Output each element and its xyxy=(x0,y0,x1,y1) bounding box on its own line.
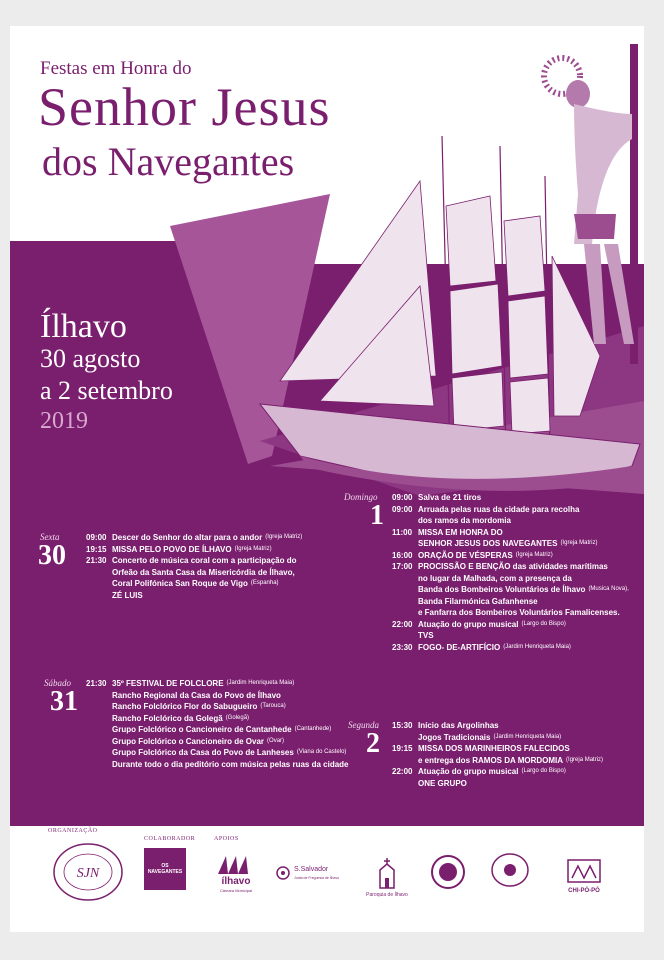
schedule-row xyxy=(86,747,349,759)
event-time xyxy=(392,778,418,790)
event-time: 21:30 xyxy=(86,679,107,688)
navegantes-logo-text: OS NAVEGANTES xyxy=(147,863,183,875)
schedule-row xyxy=(86,736,349,748)
day-num-domingo: 1 xyxy=(370,500,384,531)
event-time xyxy=(86,736,112,748)
event-description: ORAÇÃO DE VÉSPERAS xyxy=(418,550,513,560)
salvador-logo-text: S.Salvador xyxy=(294,866,329,873)
day-name-sexta: Sexta xyxy=(40,532,60,542)
label-colaborador: COLABORADOR xyxy=(144,836,196,842)
event-description: 35º FESTIVAL DE FOLCLORE xyxy=(112,679,224,688)
event-time: 11:00 xyxy=(392,527,413,537)
schedule-row xyxy=(86,567,302,579)
event-description: Arruada pelas ruas da cidade para recolha xyxy=(418,504,580,514)
event-description: PROCISSÃO E BENÇÃO das atividades marítimas xyxy=(418,562,608,571)
event-time: 09:00 xyxy=(392,504,413,514)
day-num-segunda: 2 xyxy=(366,728,380,759)
paroquia-logo-text: Paroquia de Ílhavo xyxy=(366,892,408,898)
event-description: Rancho Folclórico da Golegã xyxy=(112,713,223,723)
event-description: e entrega dos RAMOS DA MORDOMIA xyxy=(418,755,564,765)
sponsors-footer xyxy=(10,826,644,932)
misericordia-emblem-icon xyxy=(488,852,532,892)
event-time xyxy=(392,596,418,608)
event-time: 19:15 xyxy=(86,544,107,554)
church-icon xyxy=(374,856,400,890)
event-location-note: (Igreja Matriz) xyxy=(566,756,604,763)
ilhavo-logo-sub: Câmara Municipal xyxy=(219,888,253,893)
schedule-sabado xyxy=(86,678,349,770)
pre-title: Festas em Honra do xyxy=(40,58,192,79)
event-location-note: (Tarouca) xyxy=(260,703,286,709)
event-time xyxy=(86,567,112,579)
event-location-note: (Igreja Matriz) xyxy=(515,551,553,558)
event-location-note: (Igreja Matriz) xyxy=(265,534,303,540)
event-time xyxy=(86,578,112,590)
event-description: FOGO- DE-ARTIFÍCIO xyxy=(418,642,501,652)
event-description: MISSA DOS MARINHEIROS FALECIDOS xyxy=(418,744,570,753)
schedule-row xyxy=(392,596,629,608)
event-description: Jogos Tradicionais xyxy=(418,732,491,742)
schedule-sexta xyxy=(86,532,302,601)
event-time xyxy=(392,732,418,744)
schedule-row xyxy=(86,555,302,567)
poster xyxy=(10,26,644,932)
event-time xyxy=(392,573,418,585)
schedule-row xyxy=(86,578,302,590)
organization-seal-logo xyxy=(50,840,126,904)
schedule-row xyxy=(392,732,603,744)
event-location-note: (Espanha) xyxy=(250,580,279,586)
schedule-row xyxy=(392,607,629,619)
schedule-row xyxy=(392,720,603,732)
event-location-note: (Igreja Matriz) xyxy=(560,540,598,546)
event-time xyxy=(86,713,112,725)
event-time xyxy=(392,538,418,550)
schedule-row xyxy=(86,590,302,602)
event-location-note: (Viana do Castelo) xyxy=(296,749,347,755)
ilhavo-logo-text: ílhavo xyxy=(221,876,251,887)
schedule-row xyxy=(392,766,603,778)
city-name: Ílhavo xyxy=(40,308,127,345)
event-description: Grupo Folclórico da Casa do Povo de Lanheses xyxy=(112,748,294,757)
schedule-row xyxy=(392,504,629,516)
event-time: 17:00 xyxy=(392,562,413,571)
schedule-row xyxy=(392,778,603,790)
event-time xyxy=(392,607,418,619)
event-location-note: (Golegã) xyxy=(225,714,250,721)
dates-line2: a 2 setembro xyxy=(40,376,173,405)
year: 2019 xyxy=(40,408,88,434)
schedule-row xyxy=(86,532,302,544)
event-time xyxy=(86,701,112,713)
event-time: 23:30 xyxy=(392,642,413,652)
event-description: MISSA PELO POVO DE ÍLHAVO xyxy=(112,544,232,554)
schedule-row xyxy=(392,584,629,596)
main-title-line1: Senhor Jesus xyxy=(38,77,331,137)
event-time: 15:30 xyxy=(392,721,413,730)
event-location-note: (Largo do Bispo) xyxy=(521,768,566,774)
event-description: Grupo Folclórico o Cancioneiro de Ovar xyxy=(112,736,265,746)
schedule-row xyxy=(392,550,629,562)
event-time: 22:00 xyxy=(392,619,413,629)
schedule-row xyxy=(392,515,629,527)
event-description: Banda Filarmónica Gafanhense xyxy=(418,596,538,606)
event-description: ONE GRUPO xyxy=(418,778,467,788)
event-description: Início das Argolinhas xyxy=(418,721,499,730)
schedule-row xyxy=(392,642,629,654)
event-description: SENHOR JESUS DOS NAVEGANTES xyxy=(418,539,558,548)
event-description: Atuação do grupo musical xyxy=(418,767,519,776)
event-location-note: (Jardim Henriqueta Maia) xyxy=(493,733,562,740)
schedule-segunda xyxy=(392,720,603,789)
schedule-row xyxy=(392,573,629,585)
event-location-note: (Musica Nova), xyxy=(588,586,629,592)
dates-line1: 30 agosto xyxy=(40,344,141,373)
schedule-row xyxy=(86,724,349,736)
main-title-line2: dos Navegantes xyxy=(42,139,295,184)
bombeiros-emblem-icon xyxy=(430,854,466,890)
schedule-domingo xyxy=(392,492,629,653)
event-time xyxy=(86,747,112,759)
schedule-row xyxy=(86,713,349,725)
event-description: no lugar da Malhada, com a presença da xyxy=(418,573,572,583)
event-description: Salva de 21 tiros xyxy=(418,493,482,502)
day-name-sabado: Sábado xyxy=(44,678,71,688)
event-time xyxy=(86,724,112,736)
chipopo-logo-text: CHI-PÓ-PÓ xyxy=(568,888,600,894)
event-time xyxy=(392,515,418,527)
event-description: dos ramos da mordomia xyxy=(418,516,511,525)
schedule-row xyxy=(392,561,629,573)
crucifix-illustration xyxy=(534,44,644,364)
event-description: Banda dos Bombeiros Voluntários de Ílhavo xyxy=(418,585,586,594)
event-description: Rancho Folclórico Flor do Sabugueiro xyxy=(112,702,258,711)
event-location-note: (Ovar) xyxy=(267,737,285,744)
day-name-segunda: Segunda xyxy=(348,720,379,730)
schedule-row xyxy=(392,527,629,539)
event-time xyxy=(392,630,418,642)
event-location-note: (Jardim Henriqueta Maia) xyxy=(503,643,571,650)
event-time: 09:00 xyxy=(392,493,413,502)
chipopo-logo-icon xyxy=(564,856,604,886)
salvador-logo-sub: Junta de Freguesia de Ílhavo xyxy=(294,876,340,880)
day-num-sexta: 30 xyxy=(38,540,66,571)
event-location-note: (Igreja Matriz) xyxy=(234,545,272,552)
event-time xyxy=(86,759,112,771)
ilhavo-sails-icon xyxy=(216,854,256,876)
event-time xyxy=(86,690,112,702)
event-description: Concerto de música coral com a participação do xyxy=(112,556,297,565)
event-description: Coral Polifónica San Roque de Vigo xyxy=(112,579,248,588)
event-location-note: (Largo do Bispo) xyxy=(521,620,566,627)
event-time: 21:30 xyxy=(86,556,107,565)
schedule-row xyxy=(392,492,629,504)
event-time: 19:15 xyxy=(392,744,413,753)
schedule-row xyxy=(392,630,629,642)
schedule-row xyxy=(392,619,629,631)
event-time: 09:00 xyxy=(86,533,107,542)
schedule-row xyxy=(86,690,349,702)
schedule-row xyxy=(86,544,302,556)
event-description: Grupo Folclórico o Cancioneiro de Cantanhede xyxy=(112,725,292,734)
event-description: TVS xyxy=(418,631,434,640)
event-description: MISSA EM HONRA DO xyxy=(418,527,503,537)
event-description: Descer do Senhor do altar para o andor xyxy=(112,533,263,542)
salvador-compass-icon xyxy=(276,866,290,880)
event-location-note: (Cantanhede) xyxy=(294,726,332,732)
event-description: ZÉ LUIS xyxy=(112,590,143,600)
event-description: Durante todo o dia peditório com música pelas ruas da cidade xyxy=(112,759,349,769)
schedule-row xyxy=(86,701,349,713)
event-time xyxy=(392,755,418,767)
schedule-row xyxy=(392,755,603,767)
schedule-row xyxy=(86,759,349,771)
label-apoios: APOIOS xyxy=(214,836,239,842)
event-time xyxy=(86,590,112,602)
event-time: 16:00 xyxy=(392,550,413,560)
day-name-domingo: Domingo xyxy=(344,492,378,502)
schedule-row xyxy=(392,743,603,755)
schedule-row xyxy=(392,538,629,550)
event-location-note: (Jardim Henriqueta Maia) xyxy=(226,680,295,686)
day-num-sabado: 31 xyxy=(50,686,78,717)
event-time: 22:00 xyxy=(392,767,413,776)
event-description: Orfeão da Santa Casa da Misericórdia de Ílhavo, xyxy=(112,567,295,577)
event-description: e Fanfarra dos Bombeiros Voluntários Famalicenses. xyxy=(418,608,620,617)
svg-text:SJN: SJN xyxy=(76,866,100,881)
label-organizacao: ORGANIZAÇÃO xyxy=(48,828,98,834)
event-description: Rancho Regional da Casa do Povo de Ílhavo xyxy=(112,690,281,700)
event-description: Atuação do grupo musical xyxy=(418,619,519,629)
schedule-row xyxy=(86,678,349,690)
event-time xyxy=(392,584,418,596)
navegantes-logo xyxy=(144,848,186,890)
